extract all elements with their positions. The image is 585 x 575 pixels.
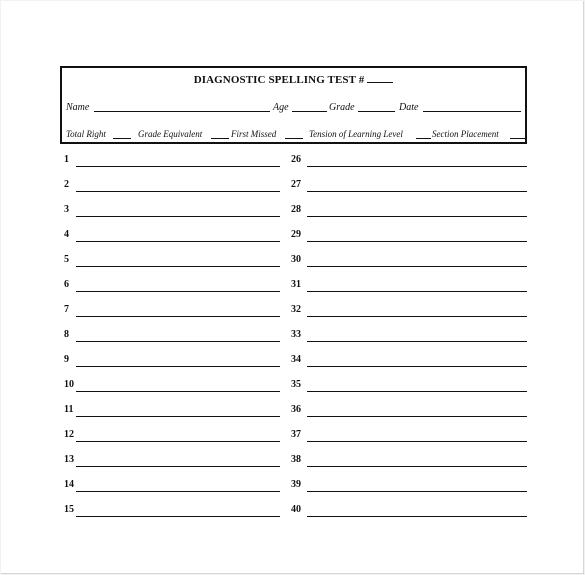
answer-line[interactable]	[307, 491, 527, 492]
item-number: 33	[291, 329, 301, 340]
item-number: 7	[64, 304, 69, 315]
answer-line[interactable]	[307, 441, 527, 442]
answer-line[interactable]	[76, 516, 280, 517]
item-number: 5	[64, 254, 69, 265]
answer-line[interactable]	[76, 416, 280, 417]
answer-line[interactable]	[76, 241, 280, 242]
answer-line[interactable]	[307, 516, 527, 517]
answer-line[interactable]	[76, 291, 280, 292]
answer-line[interactable]	[76, 216, 280, 217]
item-number: 37	[291, 429, 301, 440]
answer-line[interactable]	[76, 166, 280, 167]
item-number: 31	[291, 279, 301, 290]
answer-line[interactable]	[307, 316, 527, 317]
answer-line[interactable]	[76, 391, 280, 392]
answer-line[interactable]	[307, 166, 527, 167]
item-number: 3	[64, 204, 69, 215]
age-blank[interactable]	[292, 102, 327, 112]
item-number: 28	[291, 204, 301, 215]
section-placement-label: Section Placement	[432, 129, 499, 139]
name-blank[interactable]	[94, 102, 270, 112]
item-number: 13	[64, 454, 74, 465]
item-number: 9	[64, 354, 69, 365]
item-number: 36	[291, 404, 301, 415]
test-title-text: DIAGNOSTIC SPELLING TEST #	[193, 74, 365, 86]
answer-line[interactable]	[307, 191, 527, 192]
answer-line[interactable]	[76, 466, 280, 467]
item-number: 38	[291, 454, 301, 465]
item-number: 6	[64, 279, 69, 290]
answer-line[interactable]	[76, 191, 280, 192]
item-number: 29	[291, 229, 301, 240]
section-placement-blank[interactable]	[510, 129, 526, 139]
age-label: Age	[273, 102, 289, 113]
grade-blank[interactable]	[358, 102, 395, 112]
item-number: 40	[291, 504, 301, 515]
answer-line[interactable]	[307, 266, 527, 267]
date-blank[interactable]	[423, 102, 521, 112]
item-number: 12	[64, 429, 74, 440]
date-label: Date	[399, 102, 419, 113]
answer-line[interactable]	[76, 491, 280, 492]
answer-line[interactable]	[307, 241, 527, 242]
test-header-box	[60, 66, 527, 144]
item-number: 4	[64, 229, 69, 240]
item-number: 11	[64, 404, 74, 415]
document-page	[1, 1, 584, 574]
answer-line[interactable]	[307, 416, 527, 417]
tension-label: Tension of Learning Level	[309, 129, 403, 139]
item-number: 8	[64, 329, 69, 340]
item-number: 2	[64, 179, 69, 190]
answer-line[interactable]	[307, 291, 527, 292]
answer-line[interactable]	[307, 216, 527, 217]
item-number: 14	[64, 479, 74, 490]
item-number: 39	[291, 479, 301, 490]
answer-line[interactable]	[76, 316, 280, 317]
grade-equivalent-label: Grade Equivalent	[138, 129, 203, 139]
tension-blank[interactable]	[416, 129, 431, 139]
grade-label: Grade	[329, 102, 355, 113]
answer-line[interactable]	[307, 391, 527, 392]
name-label: Name	[66, 102, 90, 113]
item-number: 35	[291, 379, 301, 390]
test-number-blank[interactable]	[367, 73, 393, 83]
first-missed-blank[interactable]	[285, 129, 303, 139]
item-number: 26	[291, 154, 301, 165]
answer-line[interactable]	[76, 341, 280, 342]
item-number: 15	[64, 504, 74, 515]
answer-line[interactable]	[307, 466, 527, 467]
answer-line[interactable]	[76, 441, 280, 442]
answer-line[interactable]	[307, 341, 527, 342]
item-number: 32	[291, 304, 301, 315]
test-title	[62, 73, 525, 86]
item-number: 27	[291, 179, 301, 190]
item-number: 1	[64, 154, 69, 165]
total-right-label: Total Right	[66, 129, 106, 139]
first-missed-label: First Missed	[231, 129, 277, 139]
item-number: 30	[291, 254, 301, 265]
answer-line[interactable]	[76, 366, 280, 367]
answer-line[interactable]	[76, 266, 280, 267]
item-number: 34	[291, 354, 301, 365]
total-right-blank[interactable]	[113, 129, 131, 139]
item-number: 10	[64, 379, 74, 390]
grade-equivalent-blank[interactable]	[211, 129, 229, 139]
answer-line[interactable]	[307, 366, 527, 367]
